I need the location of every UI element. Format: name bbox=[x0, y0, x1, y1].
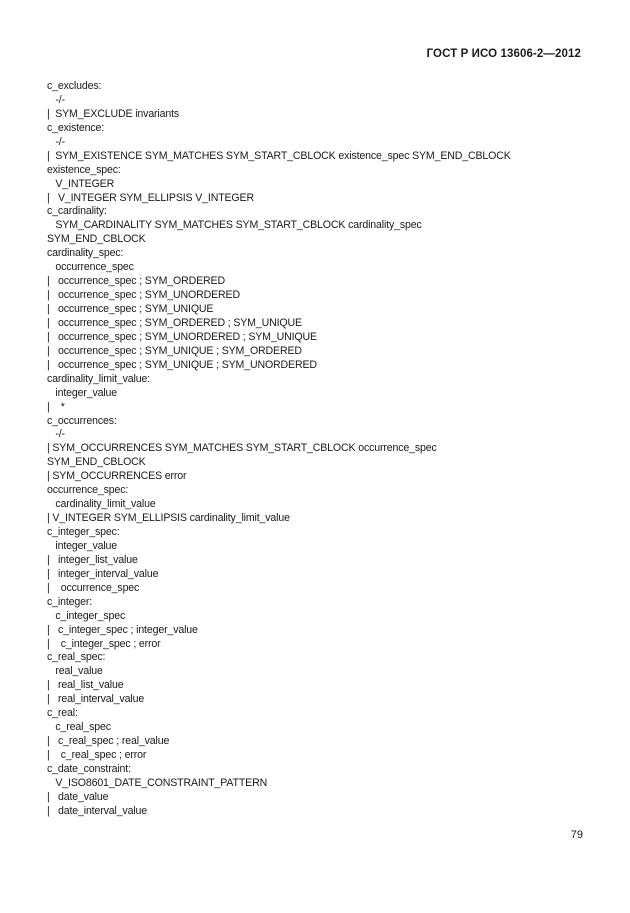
grammar-line: cardinality_spec: bbox=[47, 247, 124, 260]
grammar-line: | occurrence_spec ; SYM_UNIQUE ; SYM_UNORDERED bbox=[47, 358, 317, 371]
page-number: 79 bbox=[570, 829, 583, 841]
grammar-line: V_ISO8601_DATE_CONSTRAINT_PATTERN bbox=[47, 776, 268, 789]
grammar-line: | real_list_value bbox=[47, 679, 124, 692]
grammar-line: | real_interval_value bbox=[47, 693, 145, 706]
grammar-line: cardinality_limit_value bbox=[47, 498, 156, 511]
grammar-line: | V_INTEGER SYM_ELLIPSIS V_INTEGER bbox=[47, 191, 254, 204]
grammar-line: occurrence_spec: bbox=[47, 484, 129, 497]
grammar-line: c_real_spec: bbox=[47, 651, 106, 664]
grammar-line: | occurrence_spec ; SYM_UNIQUE ; SYM_ORDERED bbox=[47, 344, 302, 357]
grammar-line: integer_value bbox=[47, 386, 118, 399]
grammar-line: | c_real_spec ; error bbox=[47, 749, 147, 761]
grammar-line: | occurrence_spec ; SYM_UNIQUE bbox=[47, 303, 214, 315]
grammar-line: c_real_spec bbox=[47, 721, 111, 734]
grammar-line: | occurrence_spec bbox=[47, 581, 140, 594]
grammar-line: | occurrence_spec ; SYM_ORDERED ; SYM_UNIQUE bbox=[47, 316, 302, 329]
grammar-line: integer_value bbox=[47, 539, 118, 552]
grammar-line: occurrence_spec bbox=[47, 261, 134, 274]
grammar-line: real_value bbox=[47, 665, 103, 678]
grammar-line: SYM_END_CBLOCK bbox=[47, 233, 146, 246]
grammar-line: | c_integer_spec ; integer_value bbox=[47, 623, 198, 636]
grammar-line: c_existence: bbox=[47, 121, 105, 134]
grammar-line: | occurrence_spec ; SYM_UNORDERED ; SYM_UNIQUE bbox=[47, 330, 317, 343]
grammar-line: | SYM_EXISTENCE SYM_MATCHES SYM_START_CBLOCK existence_spec SYM_END_CBLOCK bbox=[47, 149, 511, 162]
grammar-line: | integer_list_value bbox=[47, 553, 138, 566]
grammar-line: | SYM_OCCURRENCES SYM_MATCHES SYM_START_CBLOCK occurrence_spec bbox=[47, 442, 437, 455]
grammar-line: | c_real_spec ; real_value bbox=[47, 735, 170, 748]
grammar-line: c_real: bbox=[47, 707, 78, 720]
grammar-line: c_integer_spec: bbox=[47, 526, 120, 538]
grammar-line: | date_value bbox=[47, 790, 109, 803]
grammar-line: | occurrence_spec ; SYM_ORDERED bbox=[47, 275, 225, 288]
grammar-line: c_cardinality: bbox=[47, 205, 107, 218]
grammar-line: | V_INTEGER SYM_ELLIPSIS cardinality_limit_value bbox=[47, 512, 290, 525]
grammar-line: c_integer_spec bbox=[47, 609, 126, 622]
grammar-line: -/- bbox=[47, 93, 65, 106]
grammar-listing bbox=[47, 80, 587, 819]
grammar-line: | SYM_EXCLUDE invariants bbox=[47, 107, 180, 120]
grammar-line: SYM_END_CBLOCK bbox=[47, 456, 146, 469]
grammar-line: c_occurrences: bbox=[47, 414, 117, 427]
grammar-line: SYM_CARDINALITY SYM_MATCHES SYM_START_CBLOCK cardinality_spec bbox=[47, 219, 422, 232]
grammar-line: | integer_interval_value bbox=[47, 567, 159, 580]
grammar-line: cardinality_limit_value: bbox=[47, 372, 150, 385]
grammar-line: -/- bbox=[47, 135, 65, 148]
grammar-line: | occurrence_spec ; SYM_UNORDERED bbox=[47, 289, 240, 302]
grammar-line: | date_interval_value bbox=[47, 804, 148, 817]
grammar-line: V_INTEGER bbox=[47, 177, 115, 190]
grammar-line: | SYM_OCCURRENCES error bbox=[47, 470, 187, 483]
grammar-line: -/- bbox=[47, 428, 65, 441]
grammar-line: c_date_constraint: bbox=[47, 762, 131, 775]
grammar-line: existence_spec: bbox=[47, 163, 121, 176]
grammar-line: | c_integer_spec ; error bbox=[47, 637, 161, 650]
grammar-line: c_integer: bbox=[47, 595, 93, 608]
document-header: ГОСТ Р ИСО 13606-2—2012 bbox=[426, 48, 581, 60]
grammar-line: | * bbox=[47, 400, 65, 413]
grammar-line: c_excludes: bbox=[47, 80, 102, 92]
